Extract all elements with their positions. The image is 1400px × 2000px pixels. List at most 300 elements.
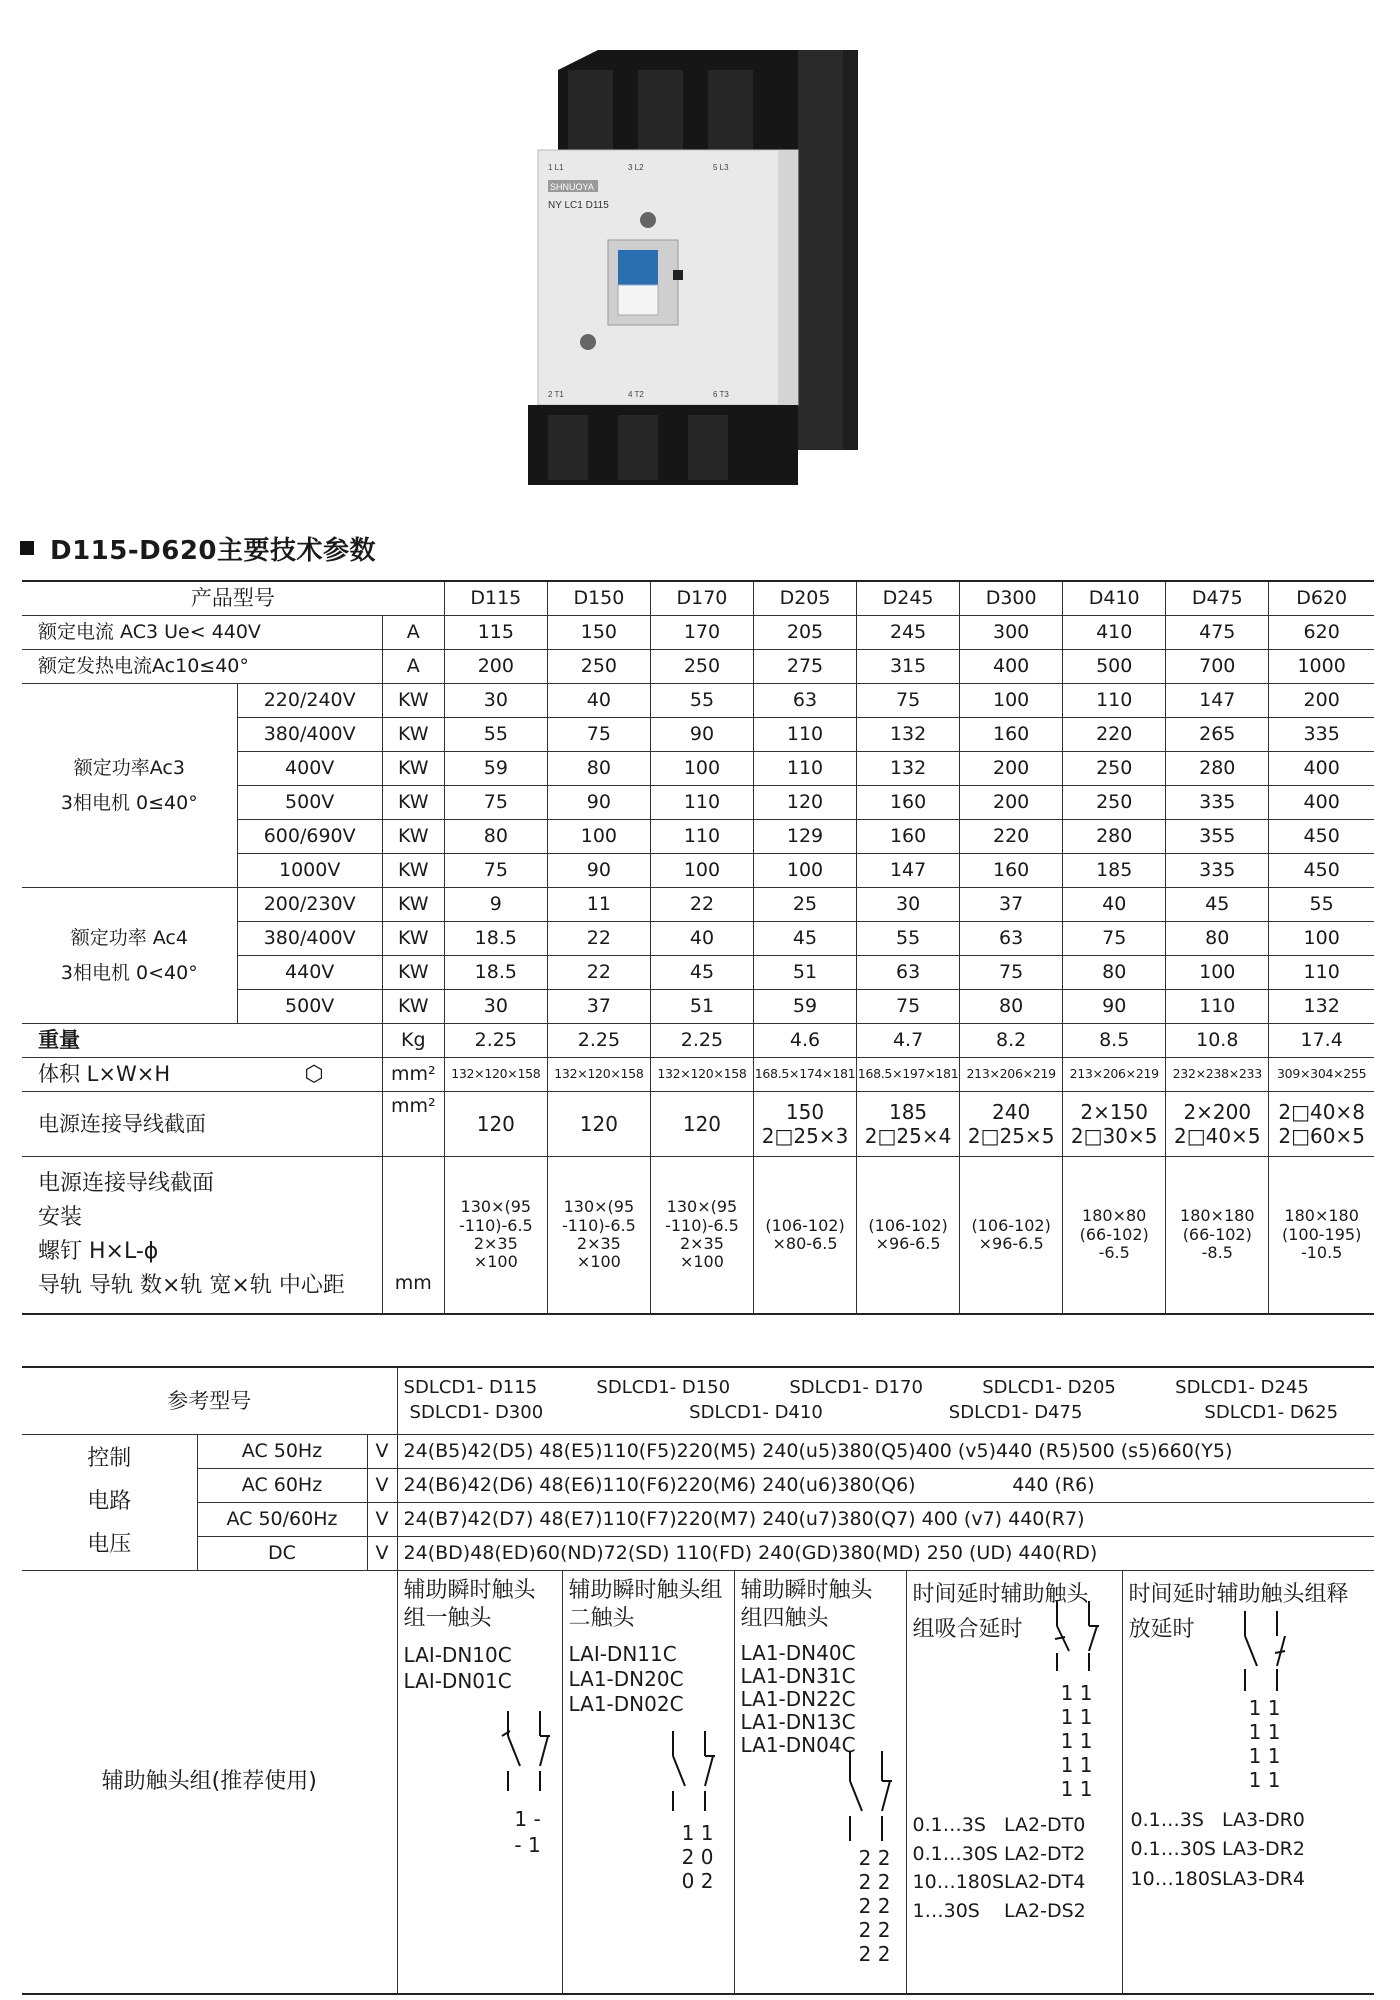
timer-contact-icon [1047,1601,1107,1671]
install-line: -110)-6.5 [665,1215,739,1235]
control-row [22,1435,1374,1469]
install-line: -110)-6.5 [562,1215,636,1235]
aux-nums [1047,1681,1107,1801]
value-cell: 80 [444,820,547,854]
aux-head-line: 组一触头 [403,1605,492,1631]
value-cell: 170 [650,616,753,650]
aux-model: 1…30S LA2-DS2 [912,1899,1086,1922]
terminal-l1: 1 L1 [548,163,564,172]
value-cell: 220 [960,820,1063,854]
cable-top: 120 [579,1112,618,1136]
aux-num: 2 2 [858,1942,891,1966]
value-cell: 280 [1166,752,1269,786]
install-cell [547,1157,650,1315]
aux-model: LAI-DN10C [403,1643,512,1667]
cable-top: 2×200 [1183,1100,1252,1124]
value-cell: 8.2 [960,1024,1063,1058]
product-photo [508,30,878,500]
install-label-cell [22,1157,382,1315]
ref-model: SDLCD1- D115 [403,1377,538,1399]
value-cell: 132×120×158 [650,1058,753,1092]
value-cell: 100 [547,820,650,854]
control-row [22,1503,1374,1537]
unit-cell: mm [382,1157,444,1315]
value-cell: 100 [1269,922,1374,956]
value-cell: 300 [960,616,1063,650]
value-cell: 250 [1063,752,1166,786]
ref-model: SDLCD1- D625 [1204,1402,1339,1423]
weight-row [22,1024,1374,1058]
value-cell: 309×304×255 [1269,1058,1374,1092]
aux-num: 1 1 [1060,1729,1093,1753]
value-cell: 9 [444,888,547,922]
value-cell: 147 [1166,684,1269,718]
ac4-row [22,888,1374,922]
install-cell [444,1157,547,1315]
cable-top: 2×150 [1080,1100,1149,1124]
ac3-group-label [22,684,237,888]
ref-model: SDLCD1- D300 [409,1402,544,1423]
install-line: ×96-6.5 [875,1234,941,1253]
value-cell: 200 [960,752,1063,786]
value-cell: 55 [444,718,547,752]
unit-cell: V [367,1469,397,1503]
install-line: 180×180 [1284,1206,1359,1226]
value-cell: 110 [1063,684,1166,718]
install-line: 130×(95 [666,1197,738,1217]
value-cell: 120 [753,786,856,820]
value-cell: 51 [753,956,856,990]
control-type: AC 60Hz [197,1469,367,1503]
value-cell: 132 [857,752,960,786]
aux-models [913,1811,1086,1925]
aux-models [1131,1806,1305,1894]
value-cell: 213×206×219 [960,1058,1063,1092]
value-cell: 18.5 [444,956,547,990]
model-header: D150 [547,581,650,616]
thermal-current-row [22,650,1374,684]
value-cell: 110 [753,752,856,786]
value-cell: 40 [547,684,650,718]
voltage-codes: 24(B7)42(D7) 48(E7)110(F7)220(M7) 240(u7)380(Q7) 400 (v7) 440(R7) [397,1503,1374,1537]
value-cell: 129 [753,820,856,854]
aux-model: LA1-DN13C [740,1710,856,1734]
value-cell: 100 [1166,956,1269,990]
value-cell: 200 [960,786,1063,820]
aux-head-line: 时间延时辅助触头 [912,1582,1089,1607]
aux-num: 1 1 [681,1821,714,1845]
contact-symbol-icon [840,1751,900,1841]
aux-model: LA1-DN22C [740,1687,856,1711]
control-row [22,1469,1374,1503]
aux-col-1 [397,1571,562,1995]
control-type: DC [197,1537,367,1571]
value-cell: 200 [1269,684,1374,718]
aux-num: 1 1 [1248,1768,1281,1792]
value-cell: 75 [960,956,1063,990]
value-cell: 160 [857,820,960,854]
aux-head-line: 辅助瞬时触头组 [568,1578,723,1603]
brand-text: SHNUOYA [550,182,594,192]
value-cell: 400 [960,650,1063,684]
ref-model: SDLCD1- D205 [982,1377,1116,1399]
ac3-label-line2: 3相电机 0≤40° [60,791,198,814]
value-cell: 132×120×158 [547,1058,650,1092]
section-title [20,530,376,566]
model-header: D115 [444,581,547,616]
model-header: D245 [857,581,960,616]
cable-bottom: 2□30×5 [1070,1124,1158,1148]
aux-model: LAI-DN01C [403,1669,512,1693]
control-label-line: 电路 [87,1489,132,1515]
install-line: (106-102) [971,1215,1051,1235]
row-label: 额定发热电流Ac10≤40° [22,650,382,684]
ref-model: SDLCD1- D475 [948,1402,1083,1423]
aux-nums [488,1806,568,1858]
ac4-label-line2: 3相电机 0<40° [60,961,198,984]
value-cell: 75 [444,786,547,820]
cube-icon: ⬡ [304,1061,324,1087]
install-line: ×96-6.5 [978,1234,1044,1253]
value-cell: 37 [960,888,1063,922]
ref-models-cell [397,1367,1374,1435]
aux-num: 1 1 [1060,1681,1093,1705]
value-cell: 355 [1166,820,1269,854]
control-row [22,1537,1374,1571]
row-label: 额定电流 AC3 Ue< 440V [22,616,382,650]
install-line: -6.5 [1098,1243,1130,1263]
install-line: -10.5 [1300,1243,1343,1263]
value-cell: 100 [650,854,753,888]
model-header: D620 [1269,581,1374,616]
aux-col-4 [906,1571,1122,1995]
aux-model: 0.1…3S LA3-DR0 [1130,1809,1305,1831]
aux-head-line: 辅助瞬时触头 [740,1578,873,1603]
install-cell [1269,1157,1374,1315]
ac3-row [22,684,1374,718]
install-line: 180×80 [1082,1206,1147,1226]
value-cell: 1000 [1269,650,1374,684]
aux-model: LA1-DN02C [568,1692,684,1716]
row-label: 体积 L×W×H [38,1061,171,1086]
install-line: (66-102) [1079,1224,1149,1244]
value-cell: 100 [753,854,856,888]
value-cell: 18.5 [444,922,547,956]
cable-top: 185 [888,1100,928,1124]
model-header: D410 [1063,581,1166,616]
terminal-t3: 6 T3 [713,390,729,399]
value-cell: 75 [857,684,960,718]
value-cell: 90 [547,854,650,888]
install-line: ×80-6.5 [772,1234,838,1253]
value-cell: 2.25 [444,1024,547,1058]
value-cell: 80 [1063,956,1166,990]
row-label: 电源连接导线截面 [22,1092,382,1157]
aux-head-line: 组四触头 [740,1605,829,1631]
aux-head-line: 二触头 [568,1605,635,1631]
value-cell: 110 [753,718,856,752]
terminal-l3: 5 L3 [713,163,729,172]
aux-head [398,1571,562,1632]
terminal-t1: 2 T1 [548,390,564,399]
aux-model: LAI-DN11C [568,1642,677,1666]
voltage-cell: 600/690V [237,820,382,854]
voltage-codes: 24(B5)42(D5) 48(E5)110(F5)220(M5) 240(u5)380(Q5)400 (v5)440 (R5)500 (s5)660(Y5) [397,1435,1374,1469]
value-cell: 40 [650,922,753,956]
value-cell: 400 [1269,752,1374,786]
ref-models-row1 [398,1374,1375,1403]
cable-bottom: 2□25×5 [967,1124,1055,1148]
value-cell: 450 [1269,820,1374,854]
unit-cell: KW [382,990,444,1024]
unit-cell: KW [382,718,444,752]
ac4-label-line1: 额定功率 Ac4 [70,927,188,950]
cable-top: 150 [785,1100,825,1124]
value-cell: 63 [857,956,960,990]
value-cell: 100 [650,752,753,786]
aux-num: 2 2 [858,1870,891,1894]
value-cell: 700 [1166,650,1269,684]
install-label-line: 导轨 导轨 数×轨 宽×轨 中心距 [38,1273,345,1299]
section-title-text: D115-D620主要技术参数 [50,535,377,566]
aux-num: 1 1 [1060,1753,1093,1777]
value-cell: 205 [753,616,856,650]
aux-num: 2 0 [681,1845,714,1869]
value-cell: 245 [857,616,960,650]
aux-nums [835,1846,915,1966]
model-header: D205 [753,581,856,616]
voltage-cell: 400V [237,752,382,786]
value-cell: 40 [1063,888,1166,922]
value-cell: 232×238×233 [1166,1058,1269,1092]
aux-model: 10…180SLA3-DR4 [1130,1867,1305,1890]
value-cell: 4.6 [753,1024,856,1058]
voltage-cell: 200/230V [237,888,382,922]
value-cell: 335 [1166,854,1269,888]
install-label-line: 电源连接导线截面 [38,1170,215,1196]
cable-top: 120 [682,1112,722,1136]
aux-num: 1 1 [1248,1720,1281,1744]
spec-table [22,580,1374,1315]
value-cell: 275 [753,650,856,684]
volume-row [22,1058,1374,1092]
value-cell: 30 [444,684,547,718]
install-cell [960,1157,1063,1315]
unit-cell: KW [382,684,444,718]
install-line: ×100 [576,1252,621,1272]
voltage-cell: 500V [237,786,382,820]
aux-head-line: 放延时 [1128,1617,1195,1643]
install-line: (66-102) [1182,1224,1252,1244]
voltage-cell: 440V [237,956,382,990]
aux-model: 0.1…30S LA2-DT2 [912,1842,1086,1865]
aux-head-line: 辅助瞬时触头 [403,1578,536,1603]
model-header: D475 [1166,581,1269,616]
value-cell: 150 [547,616,650,650]
value-cell: 115 [444,616,547,650]
value-cell: 200 [444,650,547,684]
aux-model: 10…180SLA2-DT4 [912,1871,1086,1893]
aux-num: 1 1 [1060,1777,1093,1801]
value-cell: 168.5×174×181 [753,1058,856,1092]
install-label-line: 螺钉 H×L-ϕ [38,1239,159,1264]
value-cell: 63 [753,684,856,718]
value-cell: 315 [857,650,960,684]
install-cell [753,1157,856,1315]
unit-cell: Kg [382,1024,444,1058]
cable-top: 2□40×8 [1278,1100,1365,1124]
aux-num: 2 2 [858,1918,891,1942]
value-cell: 45 [650,956,753,990]
value-cell: 147 [857,854,960,888]
row-label: 重量 [22,1024,382,1058]
aux-head [563,1571,734,1632]
control-label-line: 电压 [87,1531,132,1557]
install-line: 2×35 [473,1234,518,1253]
value-cell: 168.5×197×181 [857,1058,960,1092]
cable-bottom: 2□25×3 [761,1124,849,1148]
install-cell [650,1157,753,1315]
aux-head-line: 组吸合延时 [912,1617,1023,1643]
unit-cell: KW [382,888,444,922]
aux-label: 辅助触头组(推荐使用) [22,1571,397,1995]
aux-row [22,1571,1374,1995]
terminal-t2: 4 T2 [628,390,644,399]
value-cell: 132 [1269,990,1374,1024]
value-cell: 4.7 [857,1024,960,1058]
cable-cell [1063,1092,1166,1157]
install-label-line: 安装 [38,1204,83,1230]
value-cell: 90 [650,718,753,752]
aux-col-3 [734,1571,906,1995]
control-label-cell [22,1435,197,1571]
value-cell: 30 [444,990,547,1024]
aux-models [735,1632,906,1757]
aux-models [398,1632,562,1694]
value-cell: 75 [1063,922,1166,956]
cable-top: 120 [476,1112,515,1136]
voltage-codes: 24(B6)42(D6) 48(E6)110(F6)220(M6) 240(u6)380(Q6) 440 (R6) [397,1469,1374,1503]
unit-cell: KW [382,956,444,990]
ref-model: SDLCD1- D170 [789,1377,923,1399]
ac3-label-line1: 额定功率Ac3 [73,757,185,780]
value-cell: 250 [650,650,753,684]
value-cell: 55 [650,684,753,718]
install-line: (106-102) [868,1215,948,1235]
install-line: (100-195) [1281,1224,1362,1244]
ref-label: 参考型号 [22,1367,397,1435]
unit-cell: V [367,1537,397,1571]
aux-num: 1 1 [1060,1705,1093,1729]
ac4-group-label [22,888,237,1024]
value-cell: 100 [960,684,1063,718]
value-cell: 25 [753,888,856,922]
aux-model: LA1-DN20C [568,1667,684,1691]
value-cell: 2.25 [547,1024,650,1058]
install-cell [1063,1157,1166,1315]
value-cell: 335 [1269,718,1374,752]
unit-cell: mm² [382,1092,444,1157]
aux-num: 2 2 [858,1846,891,1870]
cable-bottom: 2□25×4 [864,1124,952,1148]
value-cell: 17.4 [1269,1024,1374,1058]
cable-bottom: 2□40×5 [1173,1124,1261,1148]
unit-cell: KW [382,854,444,888]
unit-cell: KW [382,752,444,786]
value-cell: 10.8 [1166,1024,1269,1058]
contact-symbol-icon [498,1711,558,1791]
value-cell: 185 [1063,854,1166,888]
value-cell: 75 [444,854,547,888]
ref-model: SDLCD1- D245 [1175,1377,1309,1399]
cable-top: 240 [992,1100,1031,1124]
cable-bottom: 2□60×5 [1278,1124,1365,1148]
aux-model: LA1-DN04C [740,1733,856,1757]
timer-contact-icon [1235,1611,1295,1691]
value-cell: 160 [857,786,960,820]
value-cell: 160 [960,718,1063,752]
value-cell: 63 [960,922,1063,956]
unit-cell: A [382,616,444,650]
install-line: -8.5 [1201,1243,1233,1263]
terminal-l2: 3 L2 [628,163,644,172]
cable-cell [857,1092,960,1157]
cable-cell [650,1092,753,1157]
reference-table [22,1366,1374,1995]
ref-model: SDLCD1- D410 [689,1402,823,1423]
value-cell: 280 [1063,820,1166,854]
value-cell: 250 [547,650,650,684]
voltage-cell: 220/240V [237,684,382,718]
header-label: 产品型号 [22,581,444,616]
square-bullet-icon [20,541,34,555]
control-type: AC 50/60Hz [197,1503,367,1537]
install-line: (106-102) [765,1215,845,1235]
install-line: 2×35 [576,1234,621,1253]
aux-model: LA1-DN40C [740,1641,856,1665]
value-cell: 2.25 [650,1024,753,1058]
unit-cell: KW [382,786,444,820]
value-cell: 55 [857,922,960,956]
install-line: -110)-6.5 [458,1215,533,1235]
cable-cell [547,1092,650,1157]
value-cell: 110 [650,786,753,820]
value-cell: 59 [444,752,547,786]
unit-cell: KW [382,922,444,956]
cable-cell [753,1092,856,1157]
unit-cell: A [382,650,444,684]
value-cell: 620 [1269,616,1374,650]
ref-model: SDLCD1- D150 [596,1377,731,1399]
value-cell: 80 [960,990,1063,1024]
cable-cell [960,1092,1063,1157]
aux-model: LA1-DN31C [740,1664,856,1688]
value-cell: 110 [1166,990,1269,1024]
value-cell: 80 [1166,922,1269,956]
install-cell [1166,1157,1269,1315]
rated-current-row [22,616,1374,650]
value-cell: 265 [1166,718,1269,752]
value-cell: 22 [547,956,650,990]
cable-cell [1269,1092,1374,1157]
install-line: 180×180 [1180,1206,1255,1226]
aux-col-2 [562,1571,734,1995]
cable-row [22,1092,1374,1157]
install-line: 130×(95 [563,1197,635,1217]
value-cell: 11 [547,888,650,922]
aux-head-line: 时间延时辅助触头组释 [1128,1582,1349,1607]
cable-cell [444,1092,547,1157]
